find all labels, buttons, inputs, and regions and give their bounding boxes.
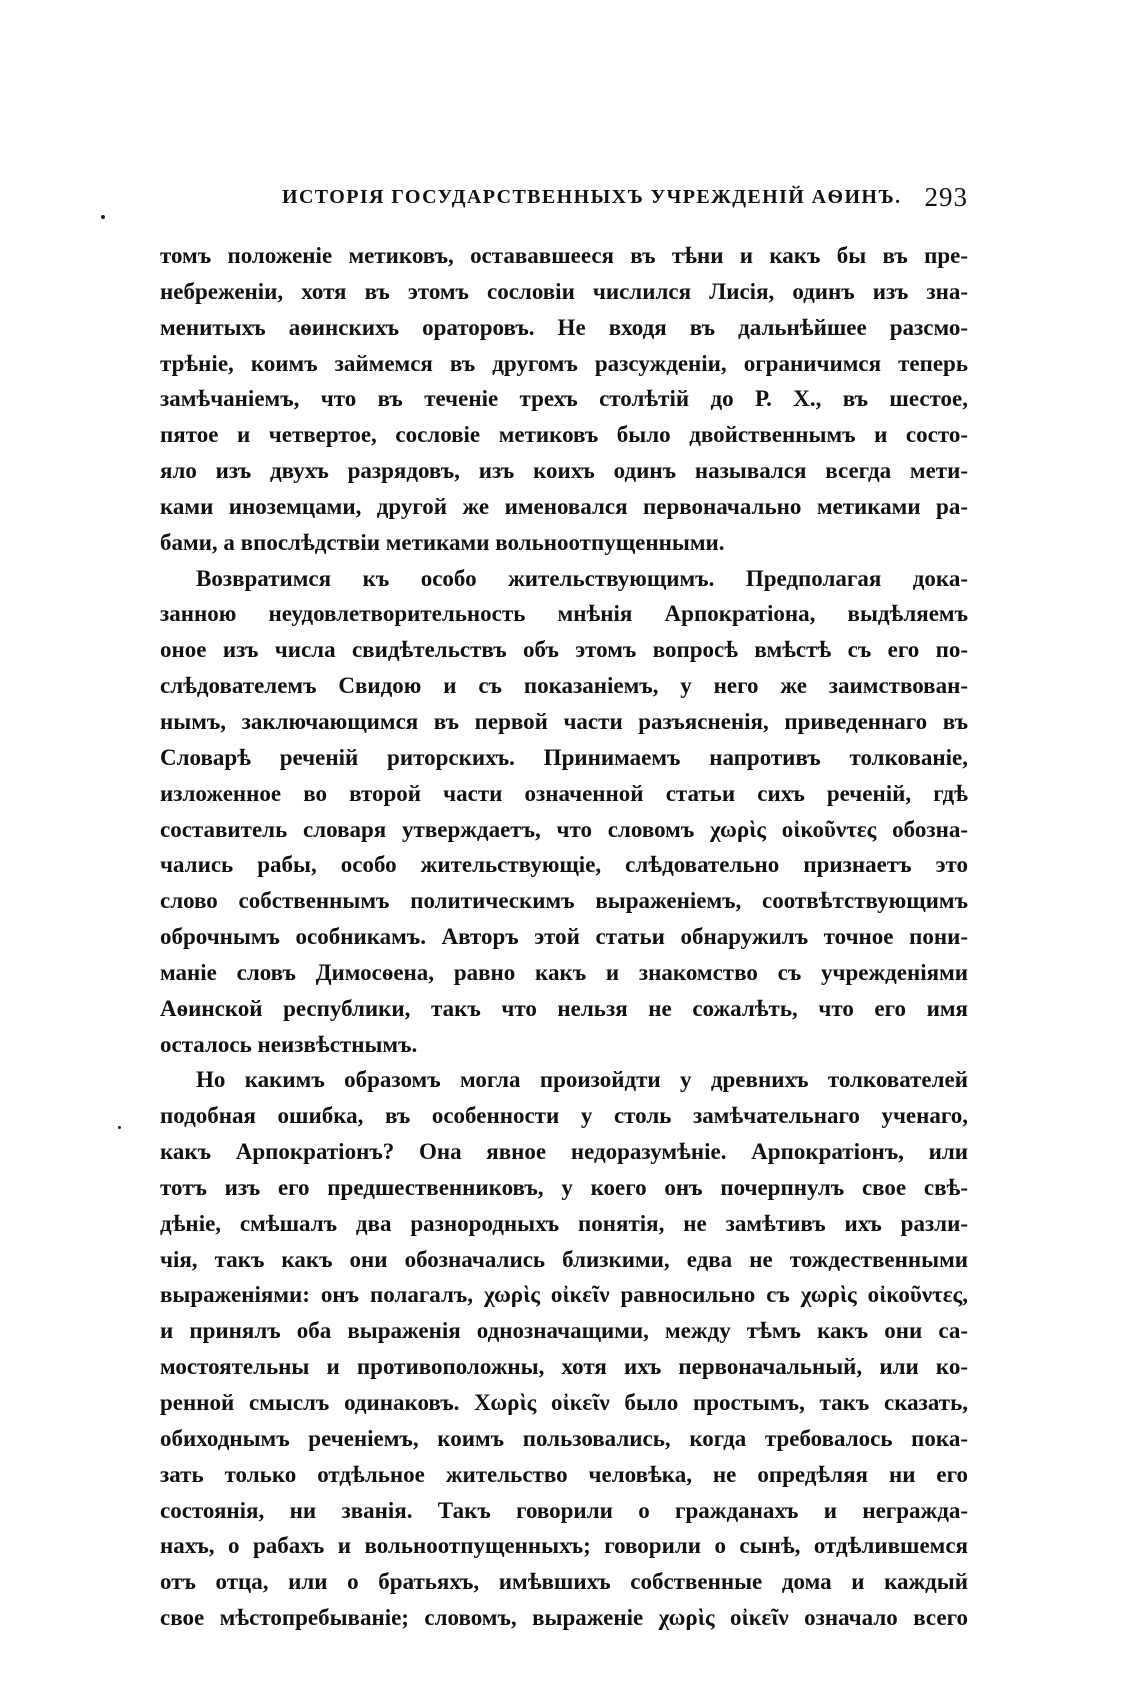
text-line: ренной смыслъ одинаковъ. Χωρὶς οἰκεῖν было простымъ, такъ сказать, — [160, 1390, 968, 1415]
text-line: маніе словъ Димосѳена, равно какъ и знакомство съ учрежденіями — [160, 959, 968, 985]
body-text — [160, 238, 968, 1636]
text-line: отъ отца, или о братьяхъ, имѣвшихъ собственные дома и каждый — [160, 1569, 968, 1595]
text-line: чія, такъ какъ они обозначались близкими, едва не тождественными — [160, 1246, 968, 1272]
text-line: выраженіями: онъ полагалъ, χωρὶς οἰκεῖν равносильно съ χωρὶς οἰκοῦντες, — [160, 1282, 968, 1308]
text-line: слѣдователемъ Свидою и съ показаніемъ, у него же заимствован- — [160, 673, 968, 699]
text-line: дѣніе, смѣшалъ два разнородныхъ понятія, не замѣтивъ ихъ разли- — [160, 1210, 968, 1236]
text-line: нымъ, заключающимся въ первой части разъясненія, приведеннаго въ — [160, 708, 968, 734]
paragraph-3 — [160, 1062, 968, 1636]
text-line: оное изъ числа свидѣтельствъ объ этомъ вопросѣ вмѣстѣ съ его по- — [160, 637, 968, 663]
text-line: Но какимъ образомъ могла произойдти у древнихъ толкователей — [196, 1067, 968, 1093]
running-title: ИСТОРІЯ ГОСУДАРСТВЕННЫХЪ УЧРЕЖДЕНІЙ АѲИНЪ. — [282, 186, 902, 208]
text-line: свое мѣстопребываніе; словомъ, выраженіе χωρὶς οἰκεῖν означало всего — [160, 1605, 968, 1631]
text-line: нахъ, о рабахъ и вольноотпущенныхъ; говорили о сынѣ, отдѣлившемся — [160, 1533, 968, 1559]
text-line: изложенное во второй части означенной статьи сихъ реченій, гдѣ — [160, 780, 968, 806]
text-line: менитыхъ аѳинскихъ ораторовъ. Не входя въ дальнѣйшее разсмо- — [160, 314, 968, 340]
text-line: бами, а впослѣдствіи метиками вольноотпущенными. — [160, 529, 725, 555]
text-line: пятое и четвертое, сословіе метиковъ было двойственнымъ и состо- — [160, 422, 968, 448]
paragraph-1 — [160, 238, 968, 561]
text-line: и принялъ оба выраженія однозначащими, между тѣмъ какъ они са- — [160, 1318, 968, 1344]
scan-speck — [101, 215, 105, 219]
text-line: трѣніе, коимъ займемся въ другомъ разсужденіи, ограничимся теперь — [160, 350, 968, 376]
text-line: небреженіи, хотя въ этомъ сословіи числился Лисія, одинъ изъ зна- — [160, 278, 968, 304]
text-line: Аѳинской республики, такъ что нельзя не сожалѣть, что его имя — [160, 995, 968, 1021]
text-line: какъ Арпократіонъ? Она явное недоразумѣніе. Арпократіонъ, или — [160, 1139, 968, 1165]
text-line: тотъ изъ его предшественниковъ, у коего онъ почерпнулъ свое свѣ- — [160, 1174, 968, 1200]
text-line: мостоятельны и противоположны, хотя ихъ первоначальный, или ко- — [160, 1354, 968, 1380]
text-line: состоянія, ни званія. Такъ говорили о гражданахъ и неграждa- — [160, 1497, 968, 1523]
text-line: томъ положеніе метиковъ, остававшееся въ тѣни и какъ бы въ пре- — [160, 243, 968, 268]
text-line: яло изъ двухъ разрядовъ, изъ коихъ одинъ назывался всегда мети- — [160, 458, 968, 484]
paragraph-2 — [160, 561, 968, 1063]
page-number: 293 — [924, 182, 968, 212]
text-line: занною неудовлетворительность мнѣнія Арпократіона, выдѣляемъ — [160, 601, 968, 627]
text-line: подобная ошибка, въ особенности у столь замѣчательнаго ученаго, — [160, 1103, 968, 1129]
text-line: Возвратимся къ особо жительствующимъ. Предполагая дока- — [196, 565, 968, 591]
text-line: ками иноземцами, другой же именовался первоначально метиками ра- — [160, 493, 968, 519]
running-head — [200, 182, 968, 216]
text-line: оброчнымъ особникамъ. Авторъ этой статьи обнаружилъ точное пони- — [160, 924, 968, 950]
text-line: осталось неизвѣстнымъ. — [160, 1031, 418, 1057]
text-line: составитель словаря утверждаетъ, что словомъ χωρὶς οἰκοῦντες обозна- — [160, 816, 968, 842]
text-line: замѣчаніемъ, что въ теченіе трехъ столѣтій до Р. Х., въ шестое, — [160, 386, 968, 412]
text-line: Словарѣ реченій риторскихъ. Принимаемъ напротивъ толкованіе, — [160, 744, 968, 770]
text-line: обиходнымъ реченіемъ, коимъ пользовались, когда требовалось пока- — [160, 1425, 968, 1451]
scan-speck — [118, 1126, 121, 1129]
text-line: зать только отдѣльное жительство человѣка, не опредѣляя ни его — [160, 1461, 968, 1487]
text-line: слово собственнымъ политическимъ выраженіемъ, соотвѣтствующимъ — [160, 888, 968, 914]
text-line: чались рабы, особо жительствующіе, слѣдовательно признаетъ это — [160, 852, 968, 878]
